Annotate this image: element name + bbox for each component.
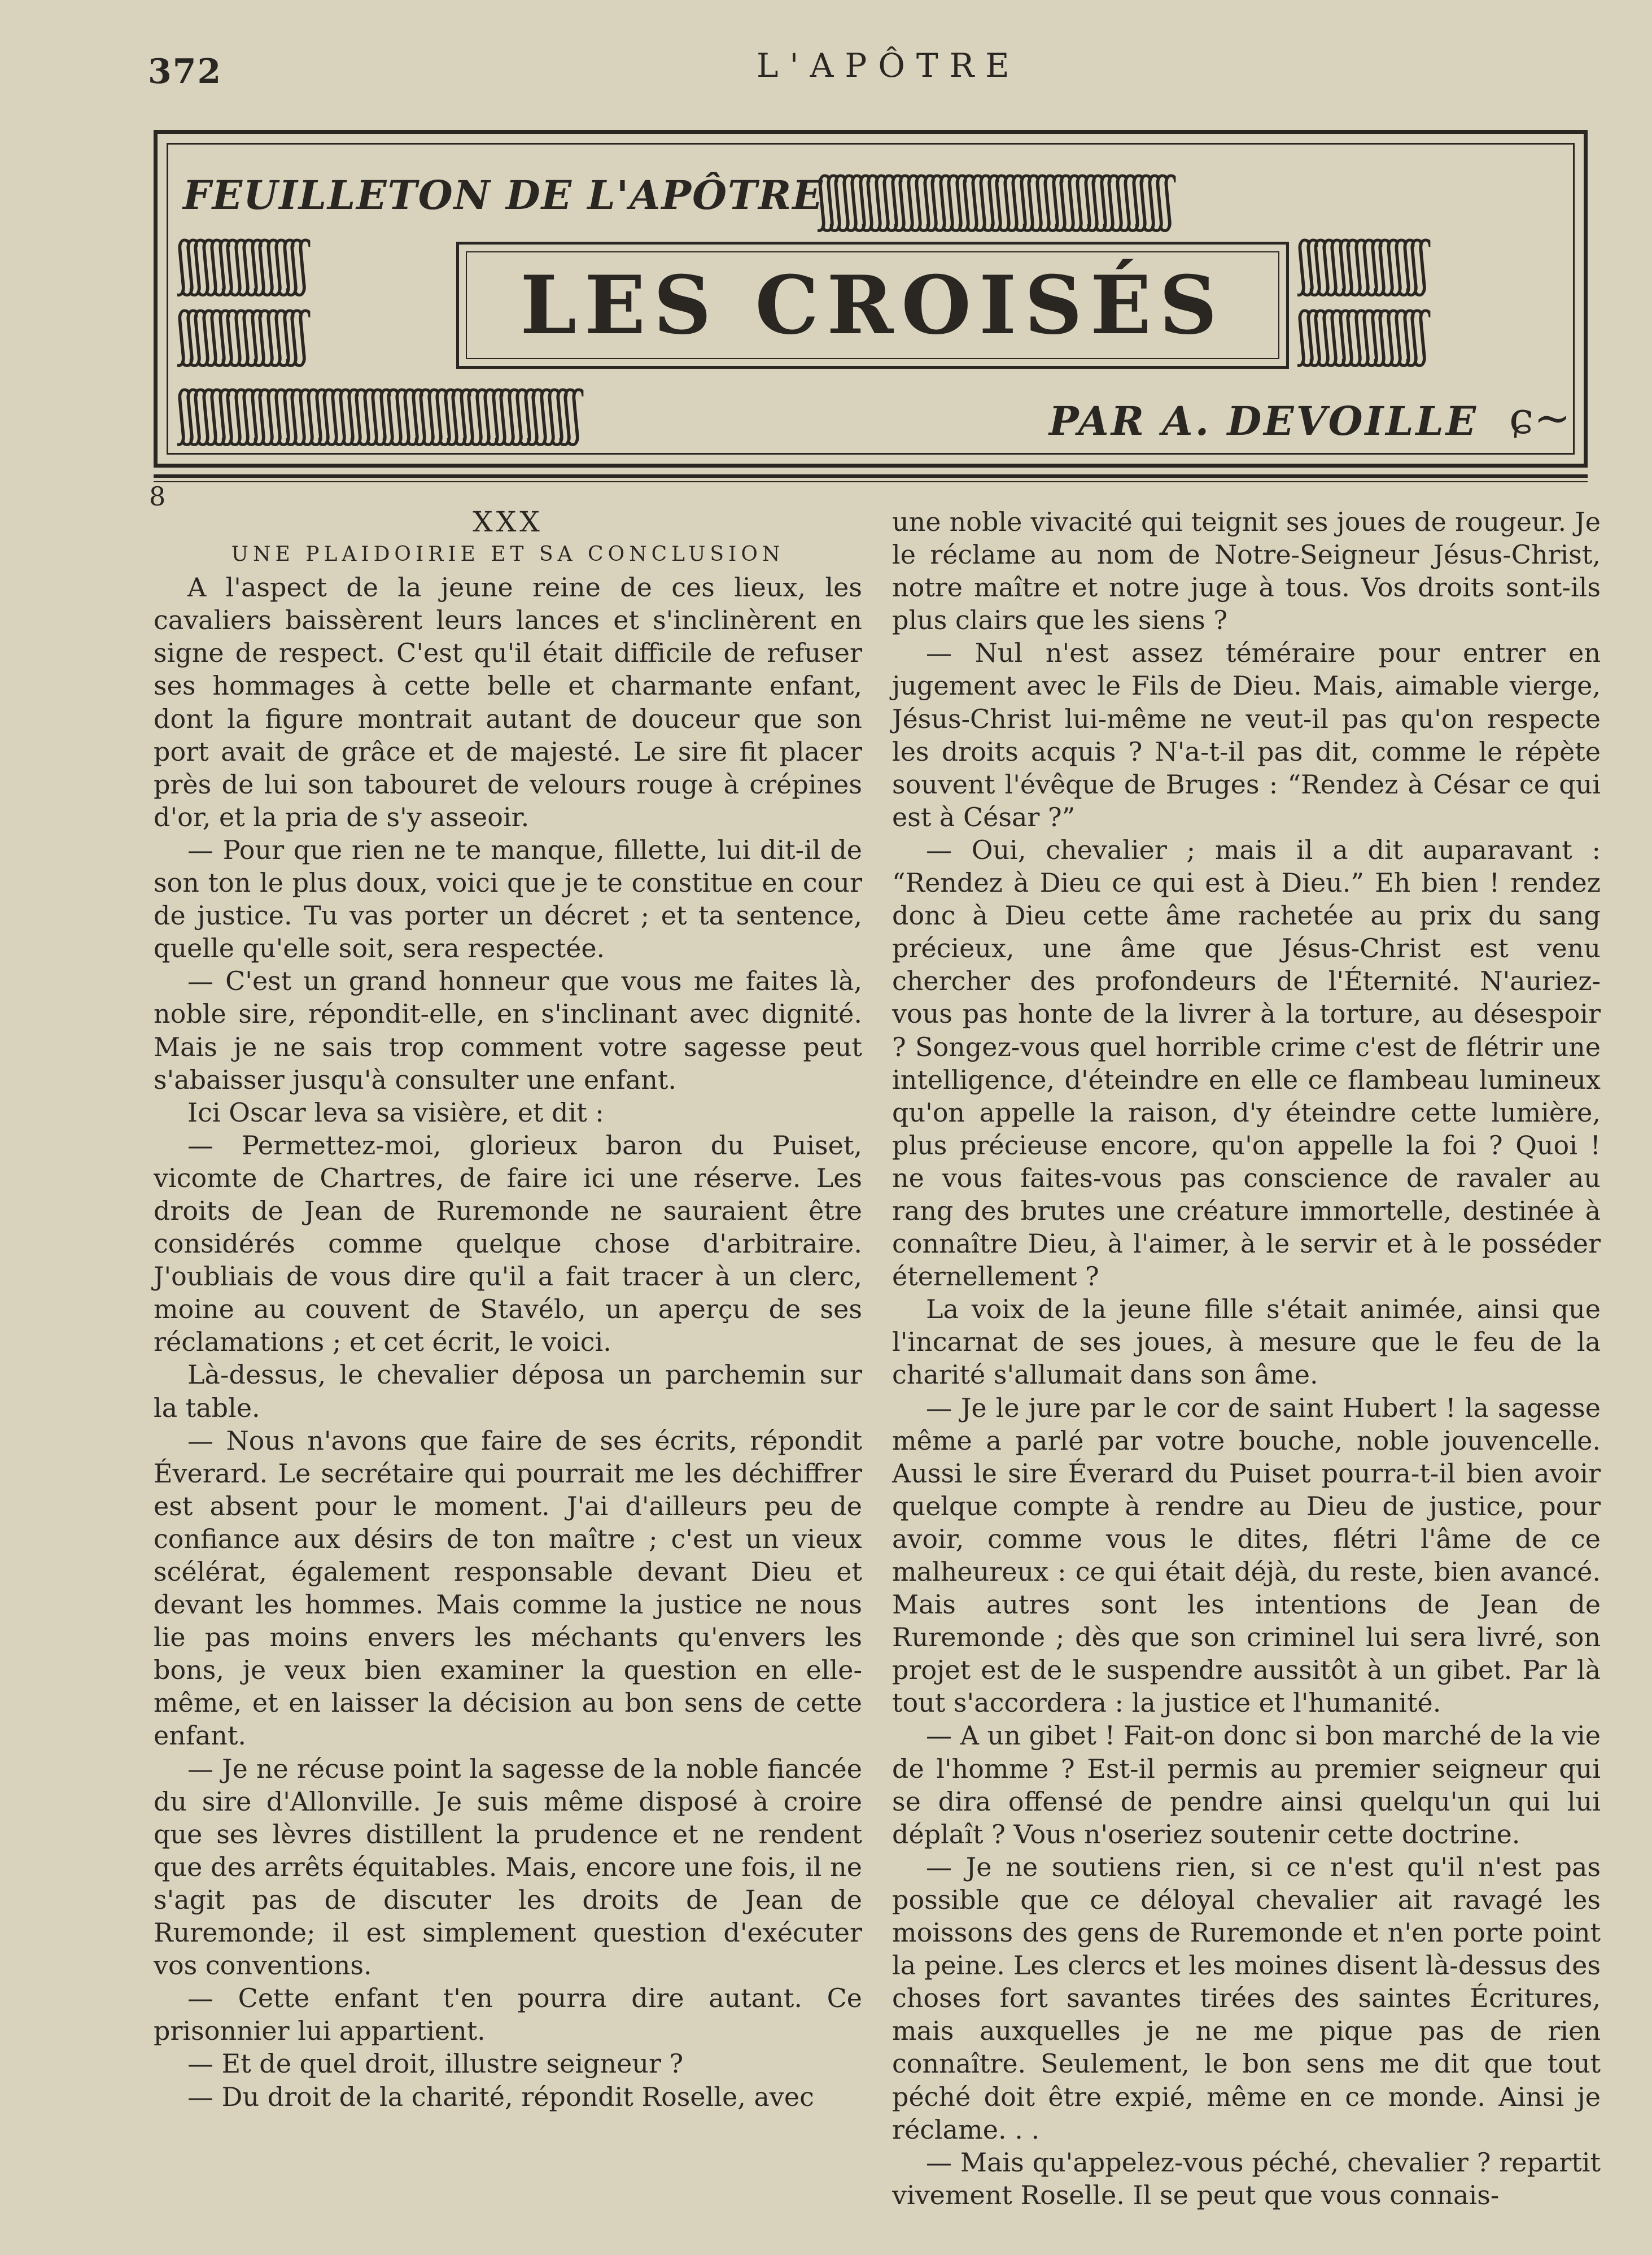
ornament-glyph: ʃʃ [849,165,867,233]
paragraph: — Nul n'est assez téméraire pour entrer en jugement avec le Fils de Dieu. Mais, aimable vierge, Jésus-Christ lui-même ne veut-il pas qu'on respecte les droits acquis ? N'a-t-il pas dit, comme le répète souvent l'évêque de Bruges : “Rendez à César ce qui est à César ?” [892,638,1601,832]
ornament-block-right-2 [1297,300,1568,368]
ornament-block-right-1 [1297,229,1568,297]
signature-mark: 8 [149,481,166,512]
serial-title: LES CROISÉS [520,258,1225,352]
banner-inner-frame [167,143,1575,455]
ornament-glyph: ʃʃ [1361,300,1379,368]
ornament-glyph: ʃʃ [257,300,275,368]
feuilleton-banner [154,130,1588,468]
banner-rule [154,474,1588,478]
ornament-glyph: ʃʃ [818,165,835,233]
ornament-glyph: ʃʃ [241,229,259,297]
paragraph: — C'est un grand honneur que vous me faites là, noble sire, répondit-elle, en s'inclinant avec dignité. Mais je ne sais trop comment votre sagesse peut s'abaisser jusqu'à consulter une enfant. [154,966,862,1095]
paragraph: — A un gibet ! Fait-on donc si bon marché de la vie de l'homme ? Est-il permis au premier seigneur qui se dira offensé de pendre ainsi quelqu'un qui lui déplaît ? Vous n'oseriez soutenir cette doctrine. [892,1720,1601,1850]
ornament-glyph: ʃʃ [1345,300,1363,368]
ornament-glyph: ʃʃ [1410,300,1427,368]
ornament-glyph: ʃʃ [177,229,195,297]
ornament-block-left-2 [177,300,448,368]
ornament-glyph: ʃʃ [881,165,899,233]
paragraph: — Oui, chevalier ; mais il a dit auparavant : “Rendez à Dieu ce qui est à Dieu.” Eh bien ! rendez donc à Dieu cette âme rachetée au prix du sang précieux, une âme que Jésus-Christ est venu chercher des profondeurs de l'Éternité. N'auriez-vous pas honte de la livrer à la torture, au désespoir ? Songez-vous quel horrible crime c'est de flétrir une intelligence, d'éteindre en elle ce flambeau lumineux qu'on appelle la raison, d'y éteindre cette lumière, plus précieuse encore, qu'on appelle la foi ? Quoi ! ne vous faites-vous pas conscience de ravaler au rang des brutes une créature immortelle, destinée à connaître Dieu, à l'aimer, à le servir et à le posséder éternellement ? [892,834,1601,1292]
paragraph: La voix de la jeune fille s'était animée, ainsi que l'incarnat de ses joues, à mesure que le feu de la charité s'allumait dans son âme. [892,1294,1601,1390]
feuilleton-label: FEUILLETON DE L'APÔTRE [183,172,824,219]
ornament-glyph: ʃʃ [1410,229,1427,297]
paragraph: — Permettez-moi, glorieux baron du Puiset, vicomte de Chartres, de faire ici une réserve. Les droits de Jean de Ruremonde ne sauraient être considérés comme quelque chose d'arbitraire. J'oubliais de vous dire qu'il a fait tracer à un clerc, moine au couvent de Stavélo, un aperçu de ses réclamations ; et cet écrit, le voici. [154,1129,862,1358]
ornament-glyph: ʃʃ [1155,165,1172,233]
ornament-glyph: ʃʃ [1378,300,1395,368]
ornament-glyph: ʃʃ [225,300,243,368]
ornament-glyph: ʃʃ [1313,229,1331,297]
paragraph: — Je ne soutiens rien, si ce n'est qu'il n'est pas possible que ce déloyal chevalier ait ravagé les moissons des gens de Ruremonde et n'en porte point la peine. Les clercs et les moines disent là-dessus des choses fort savantes tirées des saintes Écritures, mais auxquelles je ne me pique pas de rien connaître. Seulement, le bon sens me dit que tout péché doit être expié, même en ce monde. Ainsi je réclame. . . [892,1851,1601,2145]
paragraph: Ici Oscar leva sa visière, et dit : [187,1097,604,1128]
ornament-glyph: ʃʃ [466,379,484,447]
ornament-glyph: ʃʃ [1329,229,1347,297]
ornament-glyph: ʃʃ [531,379,548,447]
ornament-glyph: ʃʃ [1059,165,1076,233]
ornament-glyph: ʃʃ [338,379,355,447]
title-frame-inner [466,251,1279,359]
ornament-glyph: ʃʃ [273,229,291,297]
paragraph: A l'aspect de la jeune reine de ces lieux, les cavaliers baissèrent leurs lances et s'inclinèrent en signe de respect. C'est qu'il était difficile de refuser ses hommages à cette belle et charmante enfant, dont la figure montrait autant de douceur que son port avait de grâce et de majesté. Le sire fit placer près de lui son tabouret de velours rouge à crépines d'or, et la pria de s'y asseoir. [154,572,862,832]
ornament-glyph: ʃʃ [563,379,580,447]
ornament-glyph: ʃʃ [1026,165,1044,233]
ornament-glyph: ʃʃ [1122,165,1140,233]
ornament-glyph: ʃʃ [193,300,211,368]
ornament-glyph: ʃʃ [866,165,883,233]
ornament-glyph: ʃʃ [1297,300,1315,368]
ornament-glyph: ʃʃ [209,379,226,447]
ornament-glyph: ʃʃ [257,379,275,447]
ornament-glyph: ʃʃ [386,379,404,447]
ornament-glyph: ʃʃ [930,165,947,233]
ornament-glyph: ʃʃ [177,379,195,447]
ornament-glyph: ʃʃ [450,379,468,447]
author-byline: PAR A. DEVOILLE [1049,398,1479,444]
ornament-glyph: ʃʃ [547,379,564,447]
ornament-glyph: ʃʃ [225,379,243,447]
ornament-glyph: ʃʃ [370,379,387,447]
paragraph: — Mais qu'appelez-vous péché, chevalier ? repartit vivement Roselle. Il se peut que vous connais- [892,2147,1601,2210]
ornament-glyph: ʃʃ [209,229,226,297]
ornament-row-top [818,165,1574,233]
ornament-glyph: ʃʃ [290,229,307,297]
ornament-block-left-1 [177,229,448,297]
ornament-glyph: ʃʃ [1107,165,1124,233]
ornament-glyph: ʃʃ [209,300,226,368]
page-number: 372 [148,52,222,91]
paragraph: — Pour que rien ne te manque, fillette, lui dit-il de son ton le plus doux, voici que je te constitue en cour de justice. Tu vas porter un décret ; et ta sentence, quelle qu'elle soit, sera respectée. [154,834,862,964]
left-column [154,505,862,2113]
ornament-glyph: ʃʃ [434,379,452,447]
ornament-glyph: ʃʃ [1042,165,1060,233]
paragraph: — Je le jure par le cor de saint Hubert ! la sagesse même a parlé par votre bouche, noble jouvencelle. Aussi le sire Éverard du Puiset pourra-t-il bien avoir quelque compte à rendre au Dieu de justice, pour avoir, comme vous le dites, flétri l'âme de ce malheureux : ce qui était déjà, du reste, bien avancé. Mais autres sont les intentions de Jean de Ruremonde ; dès que son criminel lui sera livré, son projet est de le suspendre aussitôt à un gibet. Par là tout s'accordera : la justice et l'humanité. [892,1392,1601,1718]
ornament-glyph: ʃʃ [994,165,1012,233]
ornament-glyph: ʃʃ [482,379,500,447]
running-title: L'APÔTRE [757,46,1021,85]
ornament-glyph: ʃʃ [514,379,532,447]
ornament-glyph: ʃʃ [257,229,275,297]
ornament-glyph: ʃʃ [418,379,436,447]
ornament-glyph: ʃʃ [1378,229,1395,297]
ornament-glyph: ʃʃ [290,379,307,447]
ornament-glyph: ʃʃ [354,379,372,447]
ornament-glyph: ʃʃ [177,300,195,368]
flourish-icon: ɕ~ [1509,393,1571,444]
ornament-glyph: ʃʃ [193,229,211,297]
ornament-glyph: ʃʃ [914,165,931,233]
ornament-glyph: ʃʃ [1313,300,1331,368]
ornament-glyph: ʃʃ [1393,300,1411,368]
paragraph: Là-dessus, le chevalier déposa un parchemin sur la table. [154,1359,862,1423]
title-frame [456,242,1289,369]
ornament-glyph: ʃʃ [305,379,323,447]
ornament-glyph: ʃʃ [1393,229,1411,297]
ornament-glyph: ʃʃ [1345,229,1363,297]
ornament-glyph: ʃʃ [402,379,419,447]
ornament-glyph: ʃʃ [833,165,851,233]
ornament-glyph: ʃʃ [1139,165,1156,233]
ornament-glyph: ʃʃ [978,165,995,233]
ornament-glyph: ʃʃ [273,300,291,368]
ornament-glyph: ʃʃ [499,379,516,447]
ornament-glyph: ʃʃ [1329,300,1347,368]
paragraph: — Nous n'avons que faire de ses écrits, répondit Éverard. Le secrétaire qui pourrait me les déchiffrer est absent pour le moment. J'ai d'ailleurs peu de confiance aux désirs de ton maître ; c'est un vieux scélérat, également responsable devant Dieu et devant les hommes. Mais comme la justice ne nous lie pas moins envers les méchants qu'envers les bons, je veux bien examiner la question en elle-même, et en laisser la décision au bon sens de cette enfant. [154,1425,862,1751]
right-column [892,505,1601,2212]
ornament-glyph: ʃʃ [1010,165,1028,233]
paragraph: une noble vivacité qui teignit ses joues de rougeur. Je le réclame au nom de Notre-Seigneur Jésus-Christ, notre maître et notre juge à tous. Vos droits sont-ils plus clairs que les siens ? [892,507,1601,636]
ornament-glyph: ʃʃ [273,379,291,447]
ornament-glyph: ʃʃ [946,165,963,233]
paragraph: — Et de quel droit, illustre seigneur ? [187,2048,684,2079]
banner-rule-thin [154,481,1588,482]
ornament-glyph: ʃʃ [1361,229,1379,297]
ornament-glyph: ʃʃ [290,300,307,368]
ornament-glyph: ʃʃ [1297,229,1315,297]
ornament-glyph: ʃʃ [1090,165,1108,233]
ornament-row-bottom [177,379,1035,447]
chapter-number: XXX [473,505,543,538]
paragraph: — Du droit de la charité, répondit Roselle, avec [187,2081,814,2112]
paragraph: — Cette enfant t'en pourra dire autant. Ce prisonnier lui appartient. [154,1983,862,2047]
chapter-title: UNE PLAIDOIRIE ET SA CONCLUSION [231,543,785,566]
ornament-glyph: ʃʃ [322,379,339,447]
ornament-glyph: ʃʃ [193,379,211,447]
ornament-glyph: ʃʃ [962,165,980,233]
paragraph: — Je ne récuse point la sagesse de la noble fiancée du sire d'Allonville. Je suis même disposé à croire que ses lèvres distillent la prudence et ne rendent que des arrêts équitables. Mais, encore une fois, il ne s'agit pas de discuter les droits de Jean de Ruremonde; il est simplement question d'exécuter vos conventions. [154,1753,862,1981]
ornament-glyph: ʃʃ [225,229,243,297]
ornament-glyph: ʃʃ [241,300,259,368]
ornament-glyph: ʃʃ [1074,165,1092,233]
ornament-glyph: ʃʃ [241,379,259,447]
ornament-glyph: ʃʃ [898,165,915,233]
